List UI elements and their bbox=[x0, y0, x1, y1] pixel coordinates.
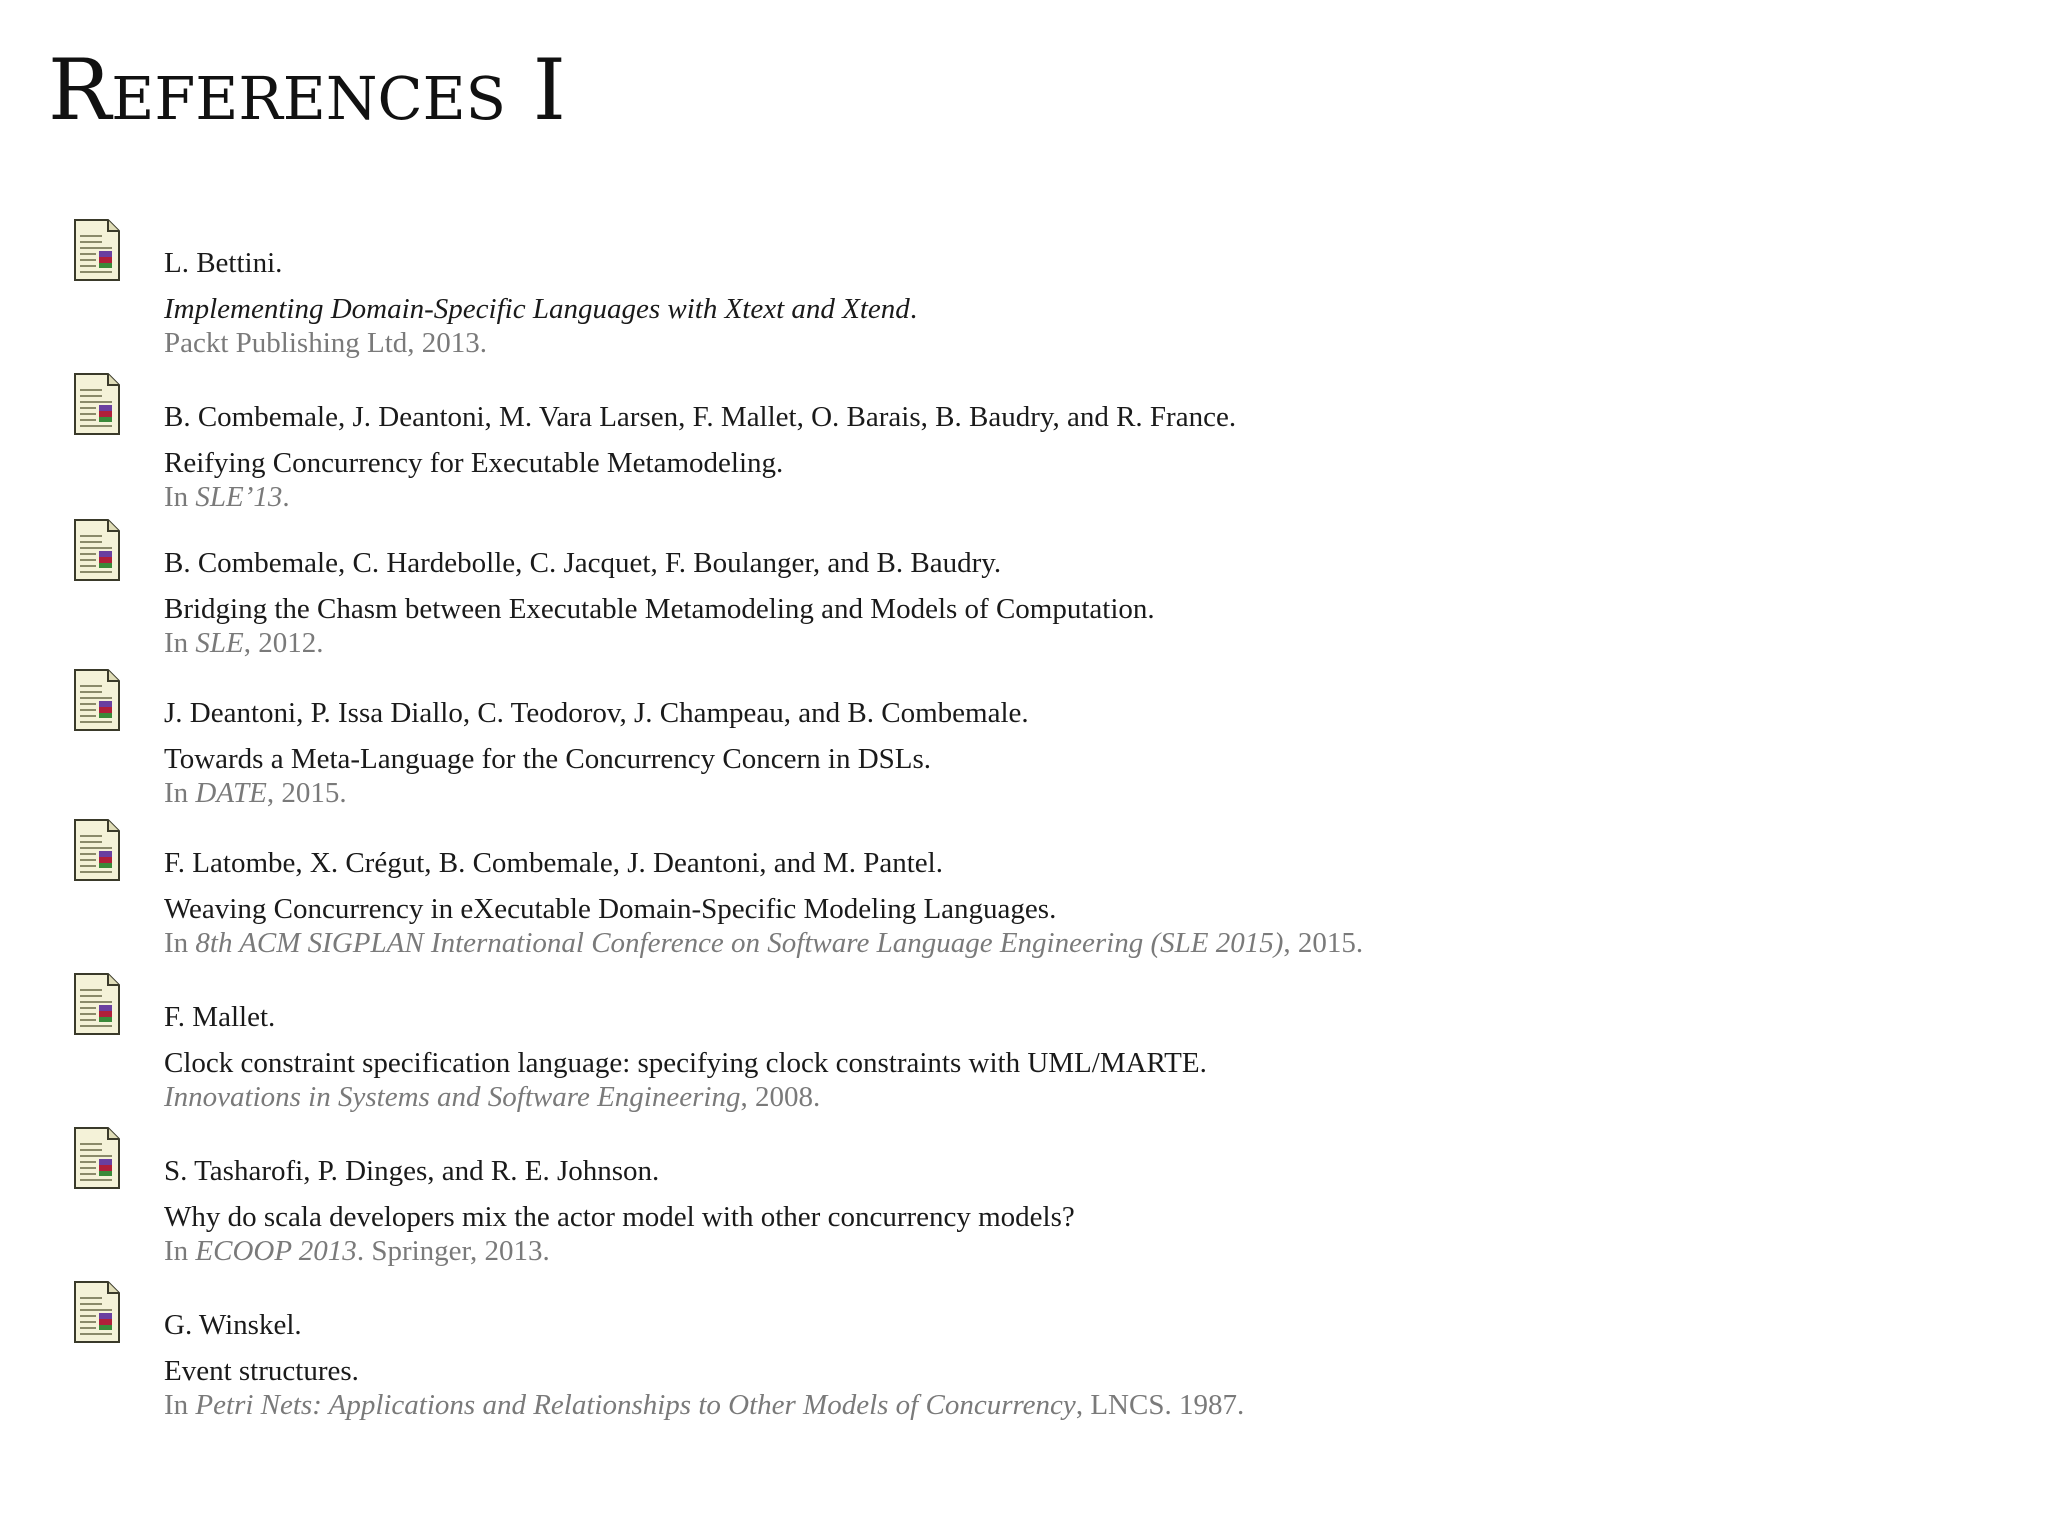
venue-prefix: In bbox=[164, 1389, 196, 1421]
reference-venue bbox=[164, 626, 1964, 660]
venue-suffix: , LNCS. 1987. bbox=[1075, 1389, 1245, 1421]
reference-item bbox=[0, 1280, 1900, 1430]
reference-authors: G. Winskel. bbox=[164, 1309, 302, 1341]
venue-suffix: , 2008. bbox=[740, 1081, 821, 1113]
reference-authors: B. Combemale, J. Deantoni, M. Vara Larsen, F. Mallet, O. Barais, B. Baudry, and R. France. bbox=[164, 401, 1237, 433]
reference-title: Why do scala developers mix the actor model with other concurrency models? bbox=[164, 1201, 1075, 1233]
venue-prefix: In bbox=[164, 481, 196, 513]
reference-venue bbox=[164, 926, 1964, 960]
venue-prefix: In bbox=[164, 777, 196, 809]
reference-item bbox=[0, 218, 1900, 368]
document-icon[interactable] bbox=[72, 518, 122, 582]
reference-title bbox=[164, 292, 1964, 326]
document-icon[interactable] bbox=[72, 972, 122, 1036]
venue-suffix: . Springer, 2013. bbox=[356, 1235, 550, 1267]
document-icon[interactable] bbox=[72, 1280, 122, 1344]
reference-item bbox=[0, 972, 1900, 1122]
reference-title: Bridging the Chasm between Executable Metamodeling and Models of Computation. bbox=[164, 593, 1155, 625]
venue-name: Innovations in Systems and Software Engineering bbox=[164, 1081, 741, 1113]
reference-venue bbox=[164, 1388, 1964, 1422]
reference-authors: S. Tasharofi, P. Dinges, and R. E. Johnson. bbox=[164, 1155, 660, 1187]
venue-prefix: In bbox=[164, 1235, 196, 1267]
reference-title: Event structures. bbox=[164, 1355, 359, 1387]
venue-name: SLE’13 bbox=[195, 481, 283, 513]
venue-suffix: , 2012. bbox=[243, 627, 324, 659]
document-icon[interactable] bbox=[72, 668, 122, 732]
venue-suffix: Packt Publishing Ltd, 2013. bbox=[164, 327, 488, 359]
document-icon[interactable] bbox=[72, 218, 122, 282]
reference-item bbox=[0, 1126, 1900, 1276]
reference-authors: J. Deantoni, P. Issa Diallo, C. Teodorov, J. Champeau, and B. Combemale. bbox=[164, 697, 1029, 729]
reference-item bbox=[0, 518, 1900, 668]
reference-title-suffix: . bbox=[909, 293, 918, 325]
reference-title: Towards a Meta-Language for the Concurrency Concern in DSLs. bbox=[164, 743, 932, 775]
reference-authors: F. Latombe, X. Crégut, B. Combemale, J. Deantoni, and M. Pantel. bbox=[164, 847, 943, 879]
slide-title: References I bbox=[48, 41, 566, 139]
reference-title-text: Implementing Domain-Specific Languages with Xtext and Xtend bbox=[164, 293, 910, 325]
document-icon[interactable] bbox=[72, 818, 122, 882]
venue-prefix: In bbox=[164, 927, 196, 959]
venue-name: Petri Nets: Applications and Relationships to Other Models of Concurrency bbox=[195, 1389, 1076, 1421]
reference-title: Reifying Concurrency for Executable Metamodeling. bbox=[164, 447, 784, 479]
reference-venue bbox=[164, 1234, 1964, 1268]
venue-suffix: , 2015. bbox=[266, 777, 347, 809]
venue-suffix: , 2015. bbox=[1283, 927, 1364, 959]
document-icon[interactable] bbox=[72, 1126, 122, 1190]
reference-authors: F. Mallet. bbox=[164, 1001, 276, 1033]
reference-item bbox=[0, 668, 1900, 818]
venue-name: DATE bbox=[195, 777, 267, 809]
venue-name: 8th ACM SIGPLAN International Conference on Software Language Engineering (SLE 2015) bbox=[195, 927, 1284, 959]
reference-venue bbox=[164, 776, 1964, 810]
reference-authors: B. Combemale, C. Hardebolle, C. Jacquet, F. Boulanger, and B. Baudry. bbox=[164, 547, 1002, 579]
venue-name: SLE bbox=[195, 627, 244, 659]
reference-venue bbox=[164, 1080, 1964, 1114]
reference-venue bbox=[164, 326, 1964, 360]
reference-venue bbox=[164, 480, 1964, 514]
reference-authors: L. Bettini. bbox=[164, 247, 283, 279]
reference-item bbox=[0, 818, 1900, 968]
document-icon[interactable] bbox=[72, 372, 122, 436]
venue-prefix: In bbox=[164, 627, 196, 659]
venue-name: ECOOP 2013 bbox=[195, 1235, 357, 1267]
venue-suffix: . bbox=[282, 481, 290, 513]
reference-item bbox=[0, 372, 1900, 522]
reference-title: Weaving Concurrency in eXecutable Domain-Specific Modeling Languages. bbox=[164, 893, 1057, 925]
reference-title: Clock constraint specification language: specifying clock constraints with UML/MARTE. bbox=[164, 1047, 1207, 1079]
